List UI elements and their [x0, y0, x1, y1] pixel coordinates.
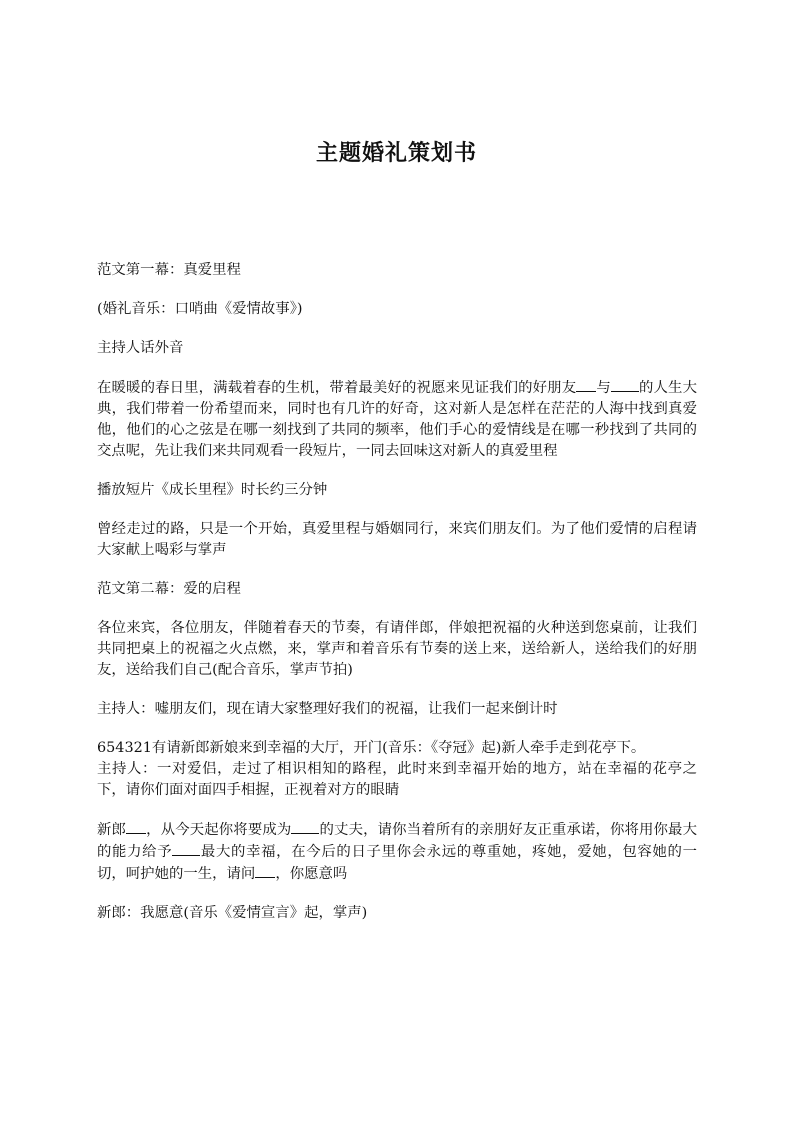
text-segment: 新郎 [97, 822, 127, 838]
paragraph-entrance: 654321有请新郎新娘来到幸福的大厅，开门(音乐：《夺冠》起)新人牵手走到花亭下。 [97, 740, 646, 756]
paragraph-groom-vow [97, 819, 697, 885]
text-segment: 最大的幸福，在今后的日子里你会永远的尊重她，疼她，爱她，包容她的一切，呵护她的一生，请问 [97, 844, 697, 882]
paragraph-groom-answer: 新郎：我愿意(音乐《爱情宣言》起，掌声) [97, 905, 368, 921]
text-segment: 的丈夫，请你当着所有的亲朋好友正重承诺，你将用你最大的能力给予 [97, 822, 697, 860]
document-body [97, 260, 697, 942]
paragraph-guests-welcome: 各位来宾，各位朋友，伴随着春天的节奏，有请伴郎，伴娘把祝福的火种送到您桌前，让我们共同把桌上的祝福之火点燃，来，掌声和着音乐有节奏的送上来，送给新人，送给我们的好朋友，送给我们自己(配合音乐，掌声节拍) [97, 620, 697, 678]
fill-blank [255, 863, 275, 878]
paragraph-opening-speech [97, 377, 697, 462]
paragraph-act-one-heading: 范文第一幕：真爱里程 [97, 262, 241, 278]
document-title: 主题婚礼策划书 [315, 140, 477, 166]
text-segment: 的人生大典，我们带着一份希望而来，同时也有几许的好奇，这对新人是怎样在茫茫的人海中找到真爱他，他们的心之弦是在哪一刻找到了共同的频率，他们手心的爱情线是在哪一秒找到了共同的交点呢，先让我们来共同观看一段短片，一同去回味这对新人的真爱里程 [97, 380, 697, 459]
paragraph-act-two-heading: 范文第二幕：爱的启程 [97, 581, 241, 597]
paragraph-applause-call: 曾经走过的路，只是一个开始，真爱里程与婚姻同行，来宾们朋友们。为了他们爱情的启程请大家献上喝彩与掌声 [97, 521, 697, 558]
fill-blank [126, 819, 146, 834]
text-segment: ，从今天起你将要成为 [146, 822, 292, 838]
paragraph-host-couple: 主持人：一对爱侣，走过了相识相知的路程，此时来到幸福开始的地方，站在幸福的花亭之下，请你们面对面四手相握，正视着对方的眼睛 [97, 761, 697, 798]
text-segment: 在暖暖的春日里，满载着春的生机，带着最美好的祝愿来见证我们的好朋友 [97, 380, 577, 396]
fill-blank [611, 377, 639, 392]
text-segment: 与 [596, 380, 611, 396]
paragraph-music-note: (婚礼音乐：口哨曲《爱情故事》) [97, 301, 303, 317]
fill-blank [576, 377, 596, 392]
fill-blank [172, 841, 200, 856]
paragraph-host-voiceover: 主持人话外音 [97, 340, 184, 356]
text-segment: ，你愿意吗 [275, 866, 348, 882]
paragraph-countdown: 主持人：嘘朋友们，现在请大家整理好我们的祝福，让我们一起来倒计时 [97, 701, 558, 717]
paragraph-short-film: 播放短片《成长里程》时长约三分钟 [97, 482, 328, 498]
fill-blank [291, 819, 319, 834]
